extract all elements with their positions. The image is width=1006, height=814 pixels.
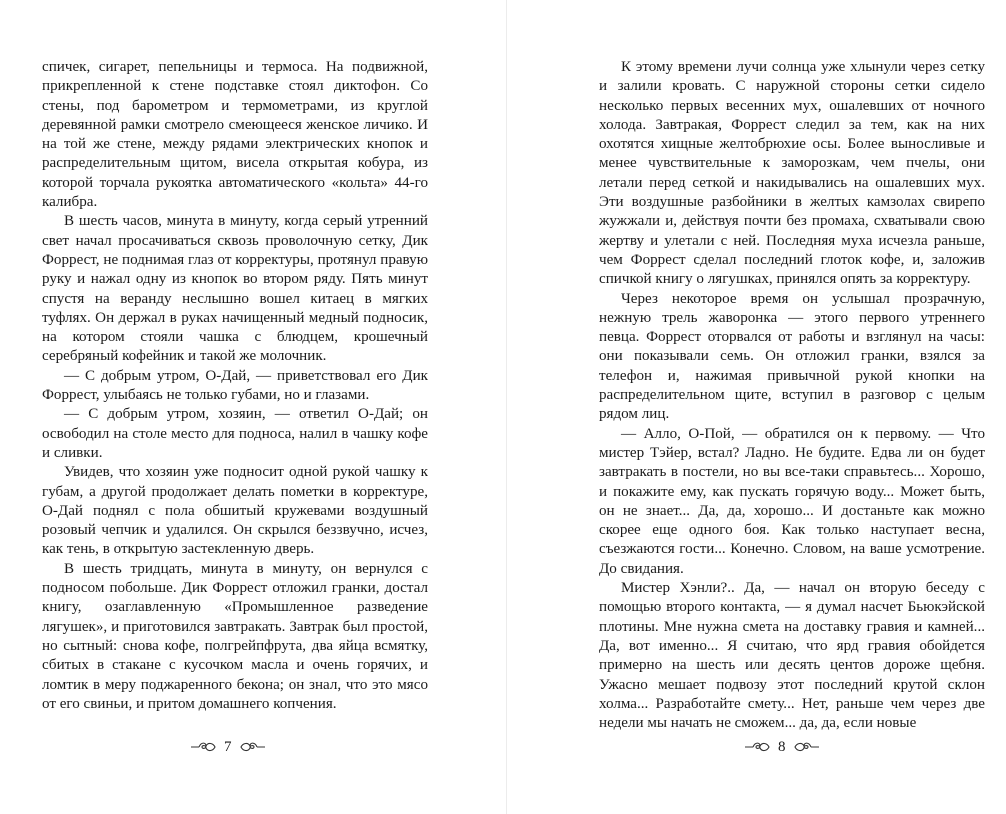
paragraph: — С добрым утром, хозяин, — ответил О-Дай; он освободил на столе место для подноса, налил в чашку кофе и сливки.	[42, 406, 428, 461]
page-footer	[744, 737, 820, 757]
left-page-text	[42, 58, 428, 714]
paragraph: Мистер Хэнли?.. Да, — начал он вторую беседу с помощью второго контакта, — я думал насчет Бьюкэйской плотины. Мне нужна смета на доставку гравия и камней... Да, вот именно... Я считаю, что ярд гравия обойдется примерно на шесть или десять центов дороже щебня. Ужасно мешает подвозу этот последний крутой склон холма... Разработайте смету... Нет, раньше чем через две недели мы начать не сможем... да, да, если новые	[599, 580, 985, 732]
right-page-text	[599, 58, 985, 733]
ornament-left-icon	[744, 740, 770, 754]
ornament-right-icon	[240, 740, 266, 754]
paragraph: К этому времени лучи солнца уже хлынули через сетку и залили кровать. С наружной стороны сетки сидело несколько первых весенних мух, ошалевших от ночного холода. Завтракая, Форрест следил за тем, как на них охотятся хищные желтобрюхие осы. Более выносливые и менее чувствительные к заморозкам, чем пчелы, они летали перед сеткой и накидывались на ошалевших мух. Эти воздушные разбойники в желтых камзолах свирепо жужжали и, действуя почти без промаха, схватывали свою жертву и улетали с ней. Последняя муха исчезла раньше, чем Форрест сделал последний глоток кофе, и, заложив спичкой книгу о лягушках, принялся опять за корректуру.	[599, 59, 985, 288]
paragraph: — Алло, О-Пой, — обратился он к первому. — Что мистер Тэйер, встал? Ладно. Не будите. Едва ли он будет завтракать в постели, но вы все-таки справьтесь... Хорошо, и покажите ему, как пускать горячую воду... Может быть, он не знает... Да, да, хорошо... И достаньте как можно скорее еще одного боя. Как только наступает весна, съезжаются гости... Конечно. Словом, на ваше усмотрение. До свидания.	[599, 425, 985, 577]
page-footer	[190, 737, 266, 757]
right-page	[503, 0, 1006, 814]
page-number: 8	[778, 738, 786, 755]
paragraph: — С добрым утром, О-Дай, — приветствовал его Дик Форрест, улыбаясь не только губами, но и глазами.	[42, 367, 428, 404]
ornament-left-icon	[190, 740, 216, 754]
paragraph: Увидев, что хозяин уже подносит одной рукой чашку к губам, а другой продолжает делать пометки в корректуре, О-Дай поднял с пола обшитый кружевами воздушный розовый чепчик и удалился. Он скрылся беззвучно, исчез, как тень, в открытую застекленную дверь.	[42, 464, 428, 558]
ornament-right-icon	[794, 740, 820, 754]
paragraph: В шесть часов, минута в минуту, когда серый утренний свет начал просачиваться сквозь проволочную сетку, Дик Форрест, не поднимая глаз от корректуры, протянул правую руку и нажал одну из кнопок во втором ряду. Пять минут спустя на веранду неслышно вошел китаец в мягких туфлях. Он держал в руках начищенный медный подносик, на котором стояли чашка с блюдцем, крошечный серебряный кофейник и такой же молочник.	[42, 213, 428, 365]
paragraph: спичек, сигарет, пепельницы и термоса. На подвижной, прикрепленной к стене подставке стоял диктофон. Со стены, под барометром и термометрами, из круглой деревянной рамки смотрело смеющееся женское личико. И на той же стене, между рядами электрических кнопок и распределительным щитом, висела открытая кобура, из которой торчала рукоятка автоматического «кольта» 44-го калибра.	[42, 59, 428, 211]
paragraph: В шесть тридцать, минута в минуту, он вернулся с подносом побольше. Дик Форрест отложил гранки, достал книгу, озаглавленную «Промышленное разведение лягушек», и приготовился завтракать. Завтрак был простой, но сытный: снова кофе, полгрейпфрута, два яйца всмятку, сбитых в стакане с кусочком масла и очень горячих, и ломтик в меру поджаренного бекона; он знал, что это мясо от его свиньи, и притом домашнего копчения.	[42, 560, 428, 712]
page-number: 7	[224, 738, 232, 755]
paragraph: Через некоторое время он услышал прозрачную, нежную трель жаворонка — этого первого утреннего певца. Форрест оторвался от работы и взглянул на часы: они показывали семь. Он отложил гранки, взялся за телефон и, нажимая привычной рукой кнопки на распределительном щите, вступил в разговор с целым рядом лиц.	[599, 290, 985, 423]
